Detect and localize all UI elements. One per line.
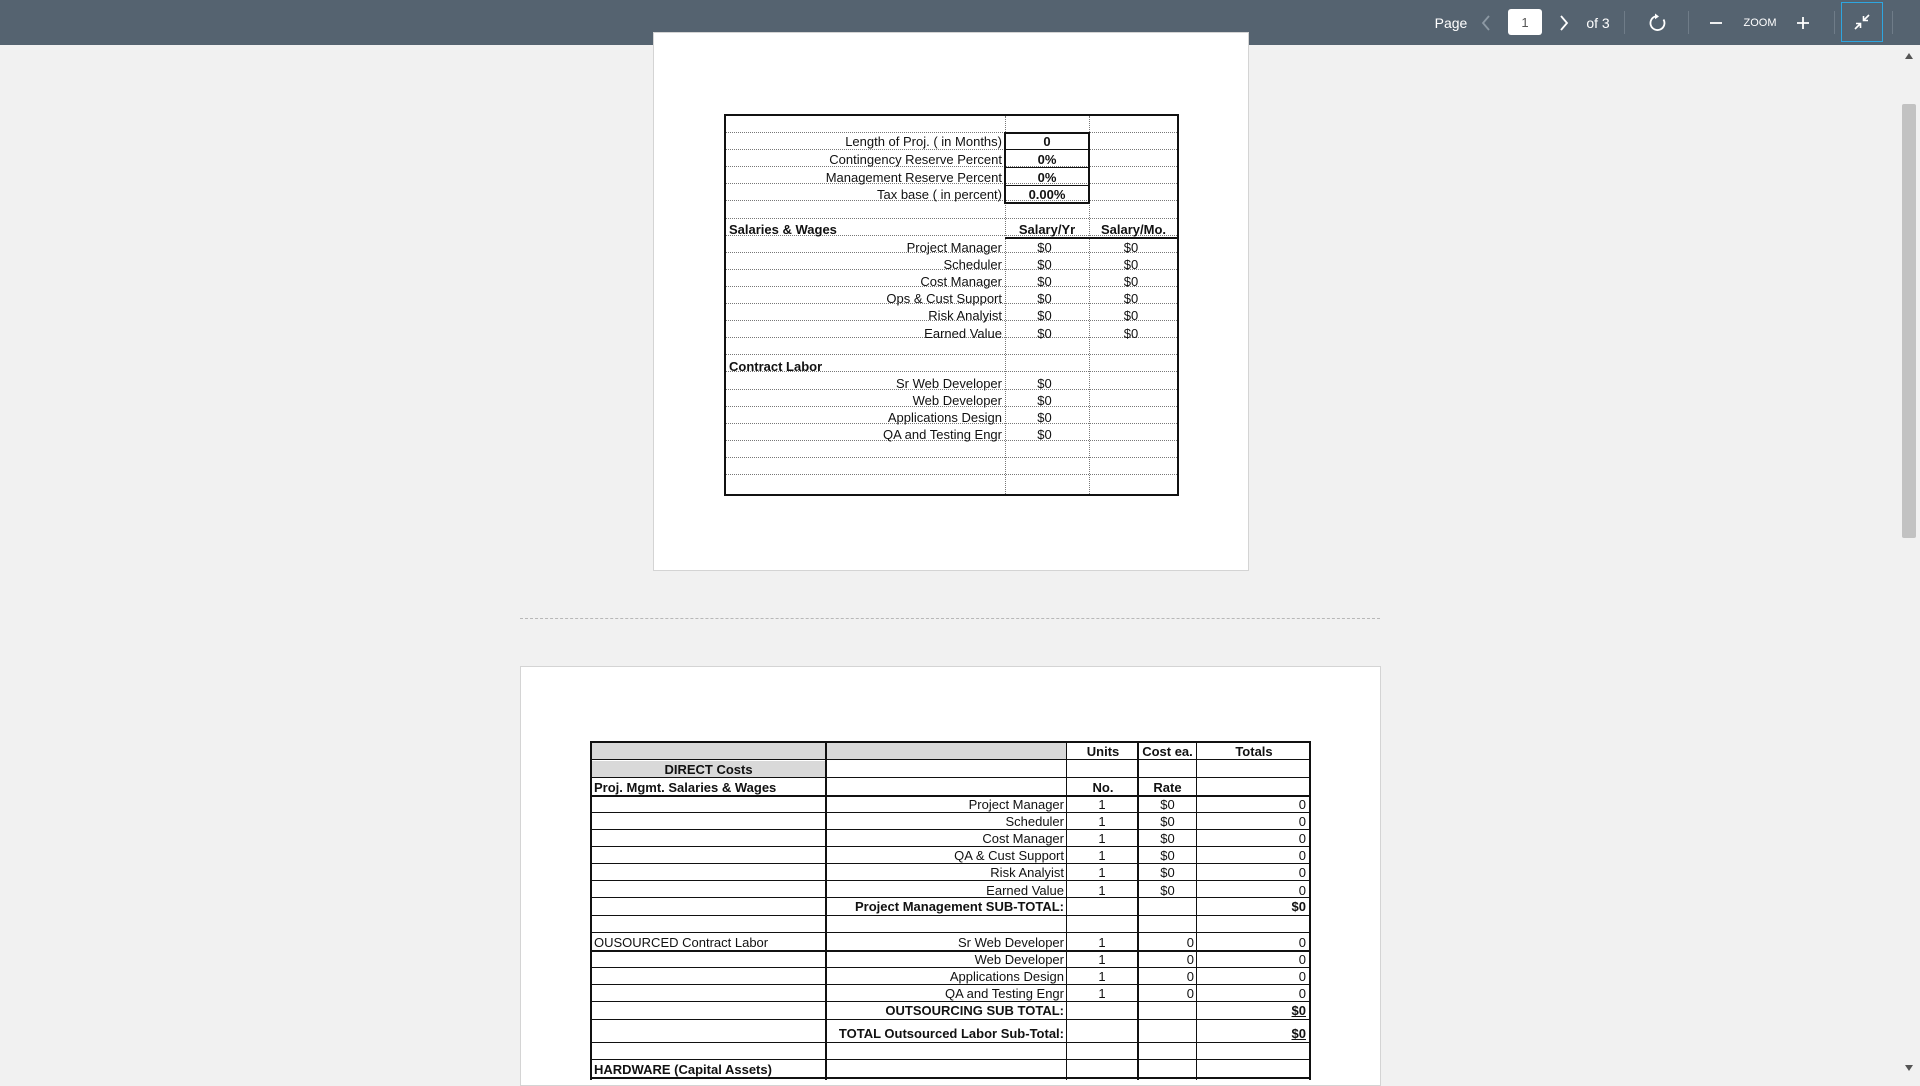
salary-mo-value: $0 <box>1123 326 1139 341</box>
pm-units: 1 <box>1098 814 1106 829</box>
salary-mo-header: Salary/Mo. <box>1100 222 1167 237</box>
pm-total: 0 <box>1298 814 1306 829</box>
pm-total: 0 <box>1298 831 1306 846</box>
rotate-icon <box>1648 13 1668 33</box>
pm-units: 1 <box>1098 848 1106 863</box>
salary-role: Risk Analyist <box>928 308 1002 323</box>
param-value: 0.00% <box>1028 187 1066 202</box>
outsourced-units: 1 <box>1098 986 1106 1001</box>
salary-role: Ops & Cust Support <box>886 291 1002 306</box>
outsourced-role: Web Developer <box>974 952 1064 967</box>
pm-rate: $0 <box>1160 814 1175 829</box>
contract-yr-value: $0 <box>1037 376 1052 391</box>
previous-page-button[interactable] <box>1476 0 1496 45</box>
next-page-button[interactable] <box>1554 0 1574 45</box>
totals-header: Totals <box>1235 744 1273 759</box>
total-pages-label: of 3 <box>1586 14 1610 31</box>
chevron-left-icon <box>1481 15 1491 31</box>
pm-total: 0 <box>1298 797 1306 812</box>
param-label: Contingency Reserve Percent <box>829 152 1002 167</box>
pm-total: 0 <box>1298 883 1306 898</box>
pm-units: 1 <box>1098 797 1106 812</box>
param-value: 0% <box>1037 152 1057 167</box>
salary-yr-value: $0 <box>1037 326 1052 341</box>
salary-yr-header: Salary/Yr <box>1018 222 1076 237</box>
grid-border <box>1309 741 1311 1080</box>
row-gridline <box>726 218 1177 219</box>
outsourced-role: QA and Testing Engr <box>944 986 1064 1001</box>
zoom-label: ZOOM <box>1743 16 1777 29</box>
salary-role: Cost Manager <box>920 274 1002 289</box>
total-outsourced-value: $0 <box>1291 1026 1306 1041</box>
rotate-button[interactable] <box>1646 0 1670 45</box>
scroll-down-button[interactable] <box>1903 1062 1915 1074</box>
hardware-heading: HARDWARE (Capital Assets) <box>594 1062 772 1077</box>
pm-rate: $0 <box>1160 831 1175 846</box>
pm-role: Scheduler <box>1005 814 1064 829</box>
outsourced-labor-heading: OUSOURCED Contract Labor <box>594 935 769 950</box>
pm-rate: $0 <box>1160 848 1175 863</box>
outsourced-rate: 0 <box>1186 935 1194 950</box>
outsourced-total: 0 <box>1298 952 1306 967</box>
page-number-input[interactable] <box>1508 9 1542 35</box>
outsourced-units: 1 <box>1098 952 1106 967</box>
contract-role: Sr Web Developer <box>896 376 1002 391</box>
param-value: 0% <box>1037 170 1057 185</box>
page-label: Page <box>1434 14 1468 31</box>
outsourced-rate: 0 <box>1186 952 1194 967</box>
pm-units: 1 <box>1098 883 1106 898</box>
scroll-up-button[interactable] <box>1903 50 1915 62</box>
outsourced-total: 0 <box>1298 969 1306 984</box>
pm-rate: $0 <box>1160 883 1175 898</box>
param-label: Length of Proj. ( in Months) <box>845 134 1002 149</box>
grid-border <box>1196 741 1197 1080</box>
contract-role: Applications Design <box>887 410 1002 425</box>
exit-fullscreen-button[interactable] <box>1841 2 1883 42</box>
outsourced-units: 1 <box>1098 935 1106 950</box>
row-gridline <box>590 1019 1311 1020</box>
scrollbar-thumb[interactable] <box>1902 104 1916 538</box>
outsourcing-subtotal-value: $0 <box>1291 1003 1306 1018</box>
outsourced-total: 0 <box>1298 986 1306 1001</box>
row-gridline <box>726 474 1177 475</box>
total-outsourced-label: TOTAL Outsourced Labor Sub-Total: <box>838 1026 1064 1041</box>
grid-border <box>1066 741 1067 1080</box>
row-gridline <box>726 354 1177 355</box>
contract-role: QA and Testing Engr <box>882 427 1002 442</box>
salary-mo-value: $0 <box>1123 240 1139 255</box>
salary-role: Scheduler <box>943 257 1002 272</box>
pm-total: 0 <box>1298 848 1306 863</box>
row-gridline <box>726 457 1177 458</box>
outsourcing-subtotal-label: OUTSOURCING SUB TOTAL: <box>885 1003 1064 1018</box>
outsourced-role: Applications Design <box>949 969 1064 984</box>
row-gridline <box>590 1059 1311 1060</box>
caret-down-icon <box>1905 1065 1913 1071</box>
pm-role: Cost Manager <box>982 831 1064 846</box>
zoom-out-button[interactable] <box>1706 0 1726 45</box>
toolbar-divider <box>1892 11 1893 34</box>
contract-role: Web Developer <box>912 393 1002 408</box>
pm-units: 1 <box>1098 831 1106 846</box>
pm-role: Project Manager <box>968 797 1064 812</box>
param-label: Management Reserve Percent <box>825 170 1002 185</box>
contract-labor-heading: Contract Labor <box>729 359 823 374</box>
no-header: No. <box>1092 780 1114 795</box>
salary-yr-value: $0 <box>1037 308 1052 323</box>
chevron-right-icon <box>1559 15 1569 31</box>
salary-role: Earned Value <box>924 326 1002 341</box>
row-gridline <box>590 915 1311 916</box>
zoom-in-button[interactable] <box>1793 0 1813 45</box>
salary-mo-value: $0 <box>1123 257 1139 272</box>
salary-yr-value: $0 <box>1037 291 1052 306</box>
param-value: 0 <box>1043 134 1051 149</box>
pm-subtotal-label: Project Management SUB-TOTAL: <box>855 899 1064 914</box>
salary-mo-value: $0 <box>1123 291 1139 306</box>
pm-role: Risk Analyist <box>990 865 1064 880</box>
outsourced-total: 0 <box>1298 935 1306 950</box>
pm-units: 1 <box>1098 865 1106 880</box>
direct-costs-heading: DIRECT Costs <box>664 762 753 777</box>
outsourced-role: Sr Web Developer <box>958 935 1064 950</box>
pm-salaries-heading: Proj. Mgmt. Salaries & Wages <box>594 780 777 795</box>
salary-role: Project Manager <box>906 240 1002 255</box>
row-gridline <box>590 1042 1311 1043</box>
pm-total: 0 <box>1298 865 1306 880</box>
pm-rate: $0 <box>1160 865 1175 880</box>
contract-yr-value: $0 <box>1037 410 1052 425</box>
salaries-wages-heading: Salaries & Wages <box>729 222 837 237</box>
minus-icon <box>1709 16 1723 30</box>
param-label: Tax base ( in percent) <box>876 187 1002 202</box>
pm-rate: $0 <box>1160 797 1175 812</box>
rate-header: Rate <box>1153 780 1182 795</box>
toolbar-divider <box>1688 11 1689 34</box>
salary-yr-value: $0 <box>1037 257 1052 272</box>
toolbar-divider <box>1624 11 1625 34</box>
page-break <box>520 618 1380 619</box>
salary-mo-value: $0 <box>1123 308 1139 323</box>
cost-each-header: Cost ea. <box>1142 744 1193 759</box>
units-header: Units <box>1086 744 1120 759</box>
toolbar-divider <box>1834 11 1835 34</box>
outsourced-units: 1 <box>1098 969 1106 984</box>
plus-icon <box>1796 16 1810 30</box>
salary-yr-value: $0 <box>1037 274 1052 289</box>
salary-yr-value: $0 <box>1037 240 1052 255</box>
outsourced-rate: 0 <box>1186 969 1194 984</box>
pm-subtotal-value: $0 <box>1291 899 1306 914</box>
caret-up-icon <box>1905 53 1913 59</box>
pm-role: QA & Cust Support <box>954 848 1064 863</box>
collapse-icon <box>1853 13 1871 31</box>
row-gridline <box>590 932 1311 933</box>
pm-role: Earned Value <box>986 883 1064 898</box>
salary-mo-value: $0 <box>1123 274 1139 289</box>
contract-yr-value: $0 <box>1037 393 1052 408</box>
contract-yr-value: $0 <box>1037 427 1052 442</box>
outsourced-rate: 0 <box>1186 986 1194 1001</box>
